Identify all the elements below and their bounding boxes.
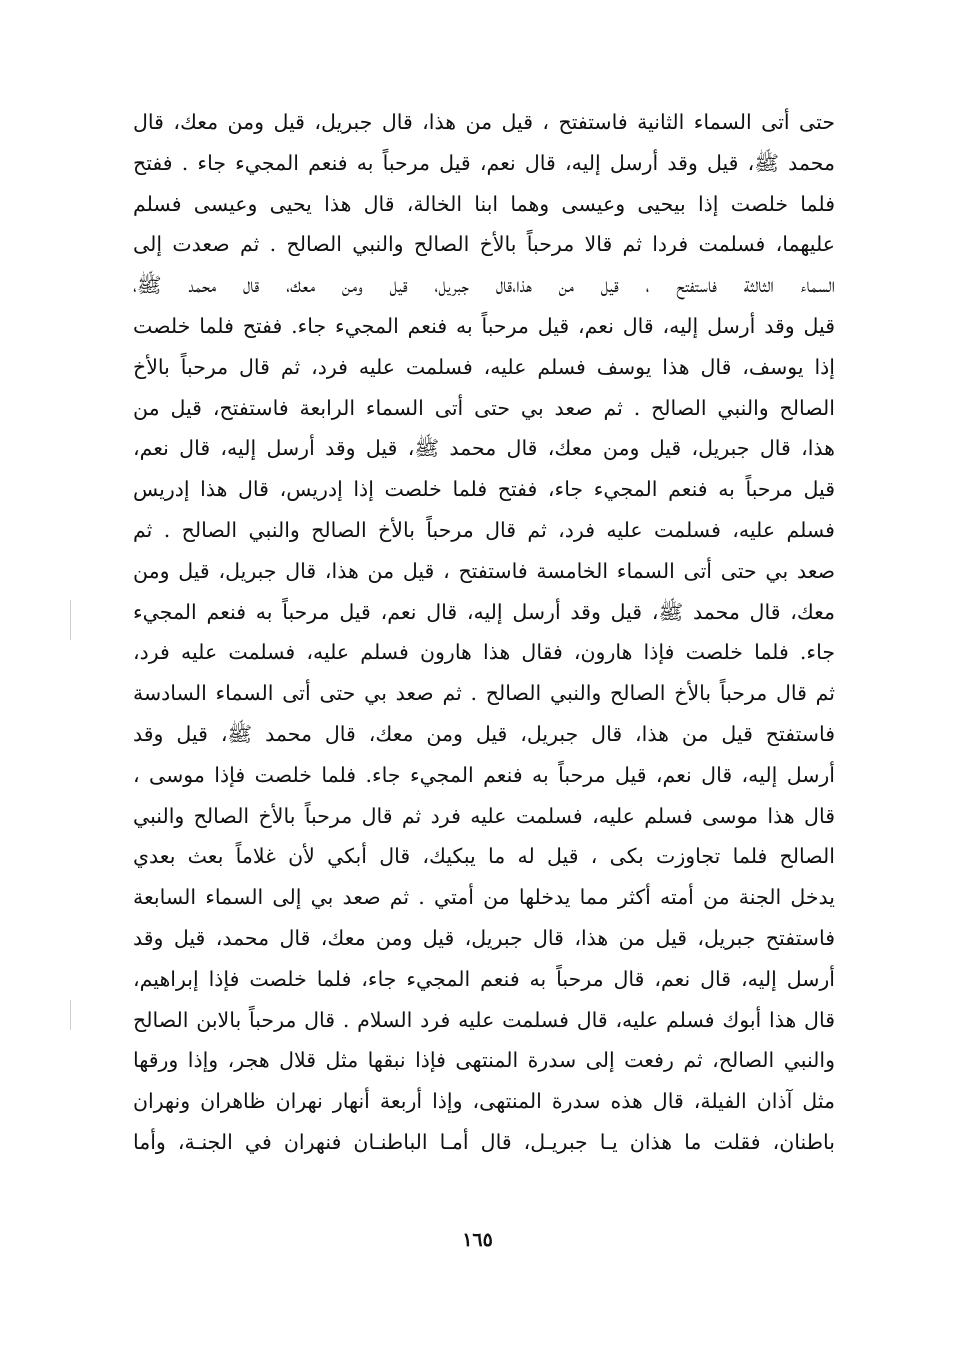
text-line: الصالح فلما تجاوزت بكى ، قيل له ما يبكيك، قال أبكي لأن غلاماً بعث بعدي	[133, 844, 835, 869]
text-line: أرسل إليه، قال نعم، قال مرحباً به فنعم المجيء جاء، فلما خلصت فإذا إبراهيم،	[133, 966, 835, 991]
text-line: والنبي الصالح، ثم رفعت إلى سدرة المنتهى فإذا نبقها مثل قلال هجر، وإذا ورقها	[133, 1048, 835, 1073]
text-line: قال هذا موسى فسلم عليه، فسلمت عليه فرد ثم قال مرحباً بالأخ الصالح والنبي	[133, 803, 835, 828]
text-line: فاستفتح جبريل، قيل من هذا، قال جبريل، قيل ومن معك، قال محمد، قيل وقد	[133, 925, 835, 950]
text-line: مثل آذان الفيلة، قال هذه سدرة المنتهى، وإذا أربعة أنهار نهران ظاهران ونهران	[133, 1089, 835, 1114]
text-line: حتى أتى السماء الثانية فاستفتح ، قيل من هذا، قال جبريل، قيل ومن معك، قال	[133, 110, 835, 134]
text-line: باطنان، فقلت ما هذان يـا جبريـل، قال أمـا الباطنـان فنهران في الجنـة، وأما	[133, 1129, 835, 1154]
text-line: السماء الثالثة فاستفتح ، قيل من هذا،قال جبريل، قيل ومن معك، قال محمد ﷺ،	[133, 273, 835, 298]
text-line: هذا، قال جبريل، قيل ومن معك، قال محمد ﷺ، قيل وقد أرسل إليه، قال نعم،	[133, 436, 835, 461]
text-line: محمد ﷺ، قيل وقد أرسل إليه، قال نعم، قيل مرحباً به فنعم المجيء جاء . ففتح	[133, 150, 835, 175]
text-line: إذا يوسف، قال هذا يوسف فسلم عليه، فسلمت عليه فرد، ثم قال مرحباً بالأخ	[133, 354, 835, 379]
text-line: معك، قال محمد ﷺ، قيل وقد أرسل إليه، قال نعم، قيل مرحباً به فنعم المجيء	[133, 599, 835, 624]
text-line: عليهما، فسلمت فردا ثم قالا مرحباً بالأخ الصالح والنبي الصالح . ثم صعدت إلى	[133, 232, 835, 257]
scan-margin-mark	[70, 600, 71, 640]
text-line: قال هذا أبوك فسلم عليه، قال فسلمت عليه فرد السلام . قال مرحباً بالابن الصالح	[133, 1007, 835, 1032]
scan-margin-mark	[70, 1000, 71, 1030]
text-line: أرسل إليه، قال نعم، قيل مرحباً به فنعم المجيء جاء. فلما خلصت فإذا موسى ،	[133, 762, 835, 787]
text-line: صعد بي حتى أتى السماء الخامسة فاستفتح ، قيل من هذا، قال جبريل، قيل ومن	[133, 558, 835, 583]
body-text	[133, 102, 835, 1163]
text-line: قيل مرحباً به فنعم المجيء جاء، ففتح فلما خلصت إذا إدريس، قال هذا إدريس	[133, 477, 835, 502]
text-line: قيل وقد أرسل إليه، قال نعم، قيل مرحباً به فنعم المجيء جاء. ففتح فلما خلصت	[133, 313, 835, 338]
text-line: فاستفتح قيل من هذا، قال جبريل، قيل ومن معك، قال محمد ﷺ، قيل وقد	[133, 721, 835, 746]
text-line: ثم قال مرحباً بالأخ الصالح والنبي الصالح . ثم صعد بي حتى أتى السماء السادسة	[133, 681, 835, 706]
text-line: الصالح والنبي الصالح . ثم صعد بي حتى أتى السماء الرابعة فاستفتح، قيل من	[133, 395, 835, 420]
text-line: فسلم عليه، فسلمت عليه فرد، ثم قال مرحباً بالأخ الصالح والنبي الصالح . ثم	[133, 517, 835, 542]
page-number: ١٦٥	[462, 1229, 493, 1251]
text-line: يدخل الجنة من أمته أكثر مما يدخلها من أمتي . ثم صعد بي إلى السماء السابعة	[133, 885, 835, 910]
text-line: جاء. فلما خلصت فإذا هارون، فقال هذا هارون فسلم عليه، فسلمت عليه فرد،	[133, 640, 835, 665]
text-line: فلما خلصت إذا بيحيى وعيسى وهما ابنا الخالة، قال هذا يحيى وعيسى فسلم	[133, 191, 835, 216]
